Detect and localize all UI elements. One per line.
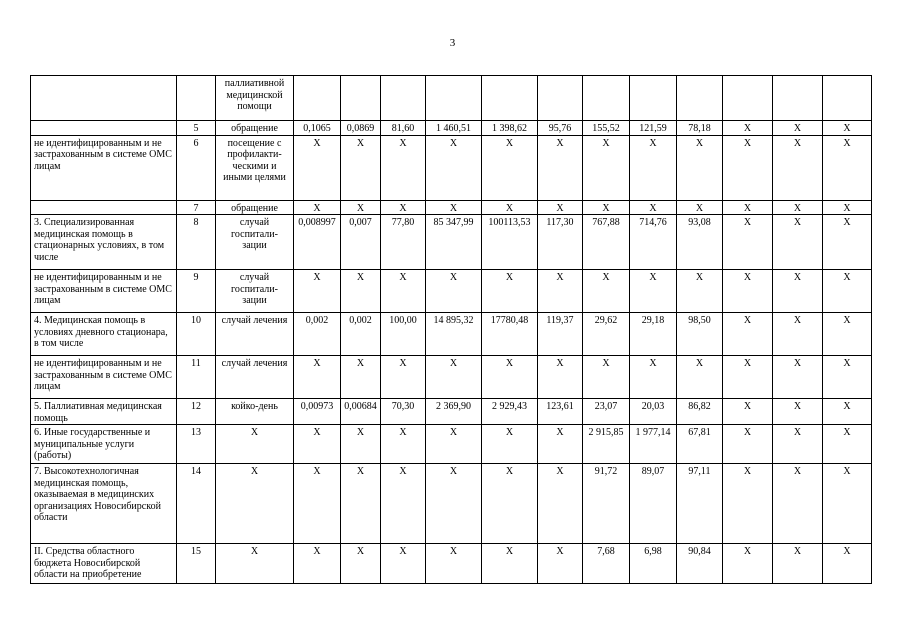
value-cell: X: [538, 464, 583, 544]
value-cell: X: [723, 356, 773, 399]
value-cell: X: [773, 121, 823, 136]
value-cell: X: [773, 270, 823, 313]
row-number-cell: 5: [177, 121, 216, 136]
value-cell: X: [294, 135, 341, 200]
value-cell: X: [341, 270, 381, 313]
value-cell: X: [341, 464, 381, 544]
value-cell: X: [723, 121, 773, 136]
value-cell: X: [426, 464, 482, 544]
value-cell: 23,07: [583, 399, 630, 425]
value-cell: 14 895,32: [426, 313, 482, 356]
value-cell: 98,50: [677, 313, 723, 356]
row-name-cell: [31, 200, 177, 215]
value-cell: 86,82: [677, 399, 723, 425]
row-name-cell: 6. Иные государственные и муниципальные услуги (работы): [31, 425, 177, 464]
value-cell: 81,60: [381, 121, 426, 136]
value-cell: 1 460,51: [426, 121, 482, 136]
value-cell: X: [773, 313, 823, 356]
value-cell: 0,00684: [341, 399, 381, 425]
value-cell: 119,37: [538, 313, 583, 356]
unit-cell: обращение: [216, 121, 294, 136]
value-cell: [583, 76, 630, 121]
value-cell: X: [381, 544, 426, 584]
value-cell: X: [294, 425, 341, 464]
value-cell: X: [482, 270, 538, 313]
value-cell: 0,002: [341, 313, 381, 356]
row-number-cell: [177, 76, 216, 121]
value-cell: X: [538, 270, 583, 313]
table-row: [31, 121, 872, 136]
value-cell: X: [773, 356, 823, 399]
value-cell: X: [773, 200, 823, 215]
data-table: [30, 75, 872, 584]
value-cell: X: [723, 544, 773, 584]
value-cell: X: [677, 135, 723, 200]
value-cell: X: [677, 200, 723, 215]
table-row: [31, 356, 872, 399]
value-cell: 121,59: [630, 121, 677, 136]
value-cell: X: [381, 200, 426, 215]
row-name-cell: 4. Медицинская помощь в условиях дневного стационара, в том числе: [31, 313, 177, 356]
value-cell: X: [482, 200, 538, 215]
value-cell: X: [823, 464, 872, 544]
value-cell: 123,61: [538, 399, 583, 425]
value-cell: X: [426, 135, 482, 200]
value-cell: X: [823, 270, 872, 313]
table-row: [31, 399, 872, 425]
value-cell: X: [381, 270, 426, 313]
unit-cell: случай госпитали-зации: [216, 215, 294, 270]
row-number-cell: 15: [177, 544, 216, 584]
unit-cell: паллиативной медицинской помощи: [216, 76, 294, 121]
value-cell: X: [583, 270, 630, 313]
table-row: [31, 215, 872, 270]
table-row: [31, 200, 872, 215]
value-cell: 2 369,90: [426, 399, 482, 425]
value-cell: 17780,48: [482, 313, 538, 356]
value-cell: X: [823, 200, 872, 215]
value-cell: [773, 76, 823, 121]
value-cell: 0,0869: [341, 121, 381, 136]
value-cell: X: [294, 270, 341, 313]
value-cell: [341, 76, 381, 121]
value-cell: X: [723, 135, 773, 200]
value-cell: 6,98: [630, 544, 677, 584]
value-cell: X: [723, 464, 773, 544]
value-cell: X: [538, 135, 583, 200]
value-cell: 0,002: [294, 313, 341, 356]
value-cell: X: [723, 313, 773, 356]
value-cell: X: [294, 544, 341, 584]
value-cell: 0,1065: [294, 121, 341, 136]
value-cell: 93,08: [677, 215, 723, 270]
unit-cell: случай госпитали-зации: [216, 270, 294, 313]
value-cell: X: [823, 313, 872, 356]
value-cell: X: [823, 544, 872, 584]
value-cell: 714,76: [630, 215, 677, 270]
value-cell: X: [773, 215, 823, 270]
value-cell: X: [482, 544, 538, 584]
value-cell: 29,62: [583, 313, 630, 356]
value-cell: X: [381, 464, 426, 544]
value-cell: X: [723, 425, 773, 464]
value-cell: 89,07: [630, 464, 677, 544]
value-cell: 0,007: [341, 215, 381, 270]
value-cell: [723, 76, 773, 121]
row-number-cell: 14: [177, 464, 216, 544]
value-cell: [823, 76, 872, 121]
row-name-cell: II. Средства областного бюджета Новосибирской области на приобретение: [31, 544, 177, 584]
value-cell: 95,76: [538, 121, 583, 136]
value-cell: X: [381, 425, 426, 464]
value-cell: X: [482, 425, 538, 464]
row-number-cell: 10: [177, 313, 216, 356]
value-cell: 70,30: [381, 399, 426, 425]
value-cell: X: [294, 464, 341, 544]
value-cell: 90,84: [677, 544, 723, 584]
value-cell: 117,30: [538, 215, 583, 270]
row-number-cell: 9: [177, 270, 216, 313]
value-cell: X: [723, 215, 773, 270]
row-name-cell: 5. Паллиативная медицинская помощь: [31, 399, 177, 425]
unit-cell: посещение с профилакти-ческими и иными целями: [216, 135, 294, 200]
row-name-cell: [31, 121, 177, 136]
value-cell: 29,18: [630, 313, 677, 356]
value-cell: 100,00: [381, 313, 426, 356]
value-cell: X: [823, 356, 872, 399]
value-cell: 2 929,43: [482, 399, 538, 425]
unit-cell: X: [216, 544, 294, 584]
value-cell: [482, 76, 538, 121]
row-number-cell: 12: [177, 399, 216, 425]
value-cell: X: [630, 135, 677, 200]
value-cell: [426, 76, 482, 121]
value-cell: 97,11: [677, 464, 723, 544]
row-number-cell: 8: [177, 215, 216, 270]
row-name-cell: [31, 76, 177, 121]
value-cell: [294, 76, 341, 121]
row-name-cell: не идентифицированным и не застрахованным в системе ОМС лицам: [31, 270, 177, 313]
value-cell: X: [823, 215, 872, 270]
value-cell: X: [294, 356, 341, 399]
value-cell: 0,008997: [294, 215, 341, 270]
row-name-cell: не идентифицированным и не застрахованным в системе ОМС лицам: [31, 135, 177, 200]
value-cell: 7,68: [583, 544, 630, 584]
value-cell: X: [630, 270, 677, 313]
value-cell: X: [538, 356, 583, 399]
value-cell: X: [723, 200, 773, 215]
value-cell: [538, 76, 583, 121]
value-cell: X: [723, 399, 773, 425]
value-cell: X: [341, 135, 381, 200]
row-name-cell: 3. Специализированная медицинская помощь в стационарных условиях, в том числе: [31, 215, 177, 270]
table-body: [31, 76, 872, 584]
unit-cell: койко-день: [216, 399, 294, 425]
value-cell: 91,72: [583, 464, 630, 544]
unit-cell: обращение: [216, 200, 294, 215]
value-cell: 67,81: [677, 425, 723, 464]
value-cell: 77,80: [381, 215, 426, 270]
value-cell: X: [630, 200, 677, 215]
table-row: [31, 425, 872, 464]
value-cell: X: [381, 356, 426, 399]
value-cell: X: [341, 425, 381, 464]
value-cell: X: [538, 544, 583, 584]
table-row: [31, 135, 872, 200]
value-cell: X: [773, 135, 823, 200]
page-number: 3: [449, 37, 456, 49]
value-cell: X: [583, 200, 630, 215]
table-row: [31, 464, 872, 544]
value-cell: 2 915,85: [583, 425, 630, 464]
value-cell: X: [426, 425, 482, 464]
value-cell: X: [341, 200, 381, 215]
value-cell: X: [773, 425, 823, 464]
table-row: [31, 270, 872, 313]
value-cell: 1 398,62: [482, 121, 538, 136]
unit-cell: случай лечения: [216, 356, 294, 399]
value-cell: X: [538, 200, 583, 215]
value-cell: [381, 76, 426, 121]
row-number-cell: 7: [177, 200, 216, 215]
value-cell: X: [823, 425, 872, 464]
value-cell: X: [677, 270, 723, 313]
value-cell: X: [773, 544, 823, 584]
value-cell: X: [341, 544, 381, 584]
value-cell: X: [773, 464, 823, 544]
value-cell: 767,88: [583, 215, 630, 270]
value-cell: X: [426, 200, 482, 215]
row-number-cell: 6: [177, 135, 216, 200]
value-cell: X: [341, 356, 381, 399]
value-cell: X: [482, 356, 538, 399]
value-cell: X: [426, 544, 482, 584]
value-cell: X: [583, 135, 630, 200]
value-cell: 85 347,99: [426, 215, 482, 270]
unit-cell: случай лечения: [216, 313, 294, 356]
value-cell: X: [538, 425, 583, 464]
value-cell: X: [630, 356, 677, 399]
table-row: [31, 76, 872, 121]
row-name-cell: 7. Высокотехнологичная медицинская помощь, оказываемая в медицинских организациях Новосибирской области: [31, 464, 177, 544]
row-name-cell: не идентифицированным и не застрахованным в системе ОМС лицам: [31, 356, 177, 399]
value-cell: 20,03: [630, 399, 677, 425]
table-row: [31, 544, 872, 584]
value-cell: X: [723, 270, 773, 313]
row-number-cell: 11: [177, 356, 216, 399]
unit-cell: X: [216, 425, 294, 464]
value-cell: X: [823, 399, 872, 425]
value-cell: X: [426, 356, 482, 399]
value-cell: 0,00973: [294, 399, 341, 425]
value-cell: X: [381, 135, 426, 200]
value-cell: 1 977,14: [630, 425, 677, 464]
value-cell: [630, 76, 677, 121]
value-cell: X: [583, 356, 630, 399]
value-cell: X: [823, 135, 872, 200]
value-cell: X: [482, 135, 538, 200]
value-cell: 155,52: [583, 121, 630, 136]
value-cell: X: [773, 399, 823, 425]
unit-cell: X: [216, 464, 294, 544]
value-cell: X: [823, 121, 872, 136]
table-row: [31, 313, 872, 356]
value-cell: X: [294, 200, 341, 215]
value-cell: X: [426, 270, 482, 313]
value-cell: X: [677, 356, 723, 399]
value-cell: 78,18: [677, 121, 723, 136]
value-cell: 100113,53: [482, 215, 538, 270]
row-number-cell: 13: [177, 425, 216, 464]
value-cell: [677, 76, 723, 121]
value-cell: X: [482, 464, 538, 544]
